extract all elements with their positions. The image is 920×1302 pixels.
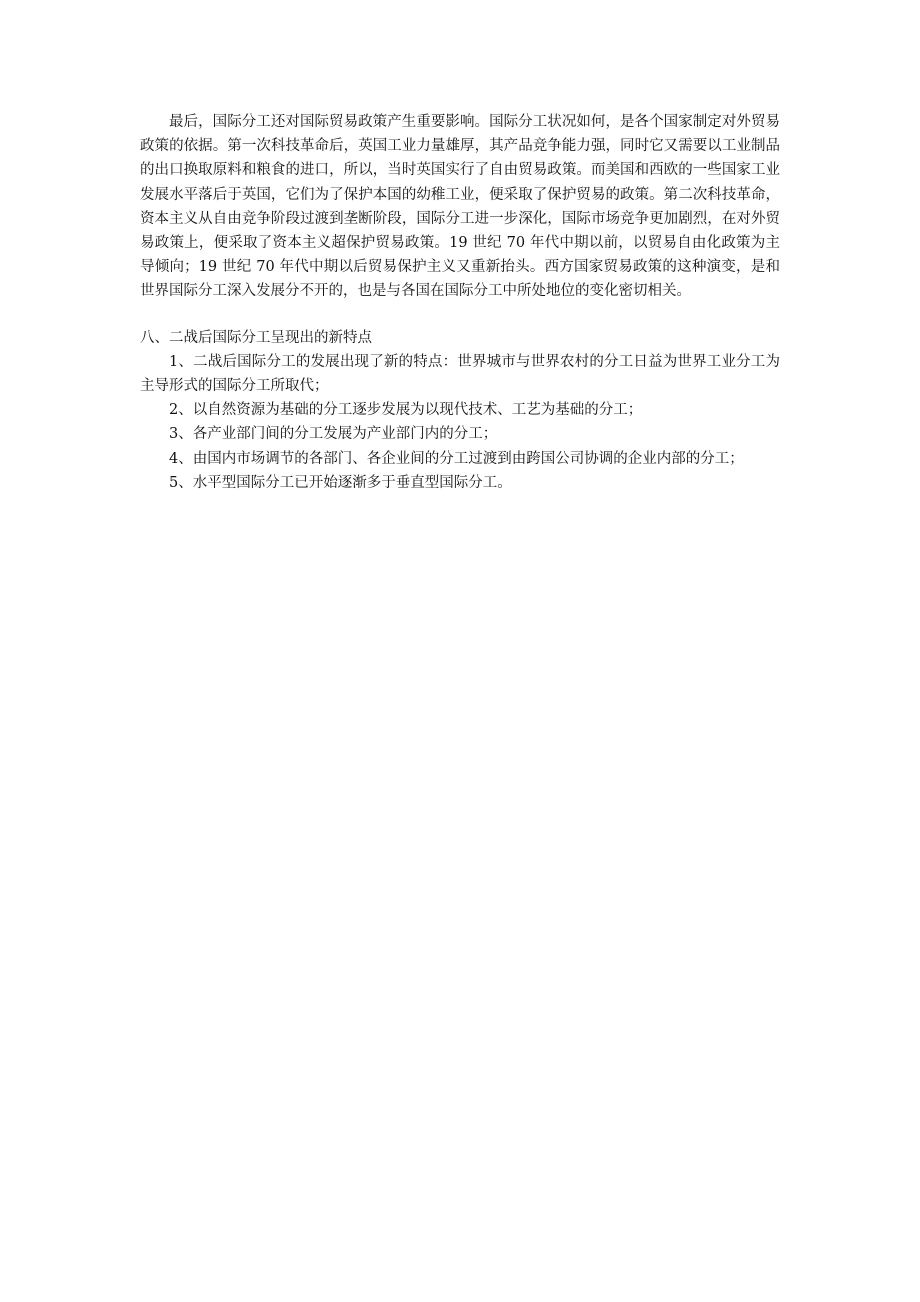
list-item: 5、水平型国际分工已开始逐渐多于垂直型国际分工。 (169, 474, 512, 491)
document-body (140, 110, 780, 495)
list-item: 2、以自然资源为基础的分工逐步发展为以现代技术、工艺为基础的分工； (169, 402, 643, 419)
list-item: 4、由国内市场调节的各部门、各企业间的分工过渡到由跨国公司协调的企业内部的分工； (169, 450, 744, 467)
list-item: 1、二战后国际分工的发展出现了新的特点：世界城市与世界农村的分工日益为世界工业分工为主导形式的国际分工所取代； (140, 353, 780, 395)
intro-paragraph: 最后，国际分工还对国际贸易政策产生重要影响。国际分工状况如何，是各个国家制定对外贸易政策的依据。第一次科技革命后，英国工业力量雄厚，其产品竞争能力强，同时它又需要以工业制品的出口换取原料和粮食的进口，所以，当时英国实行了自由贸易政策。而美国和西欧的一些国家工业发展水平落后于英国，它们为了保护本国的幼稚工业，便采取了保护贸易的政策。第二次科技革命，资本主义从自由竞争阶段过渡到垄断阶段，国际分工进一步深化，国际市场竞争更加剧烈，在对外贸易政策上，便采取了资本主义超保护贸易政策。19 世纪 70 年代中期以前，以贸易自由化政策为主导倾向；19 世纪 70 年代中期以后贸易保护主义又重新抬头。西方国家贸易政策的这种演变，是和世界国际分工深入发展分不开的，也是与各国在国际分工中所处地位的变化密切相关。 (140, 114, 780, 300)
feature-list (140, 350, 780, 495)
list-item: 3、各产业部门间的分工发展为产业部门内的分工； (169, 426, 498, 443)
section-heading: 八、二战后国际分工呈现出的新特点 (140, 329, 372, 346)
